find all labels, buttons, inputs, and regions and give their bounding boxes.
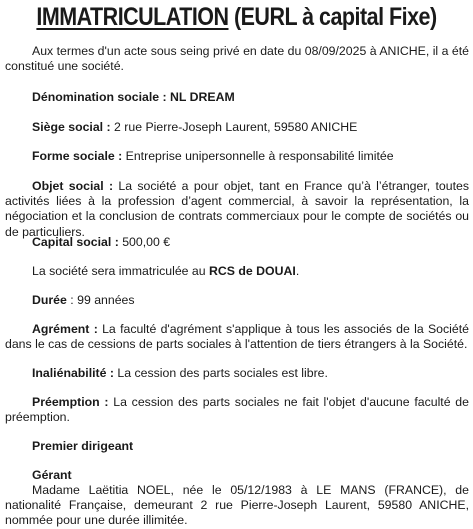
objet-value: La société a pour objet, tant en France qu’à l’étranger, toutes activités liées à la profession d’agent commercial, à savoir la représentation, la négociation et la conclusion de contrats commerciaux pour le compte de sociétés ou de particuliers. <box>5 179 470 239</box>
duree-line <box>32 293 135 308</box>
preemption-label: Préemption : <box>32 395 109 409</box>
gerant-heading: Gérant <box>32 468 72 482</box>
intro-paragraph: Aux termes d'un acte sous seing privé en date du 08/09/2025 à ANICHE, il a été constitué une société. <box>5 44 469 74</box>
preemption-paragraph <box>5 395 469 425</box>
gerant-paragraph: Madame Laëtitia NOEL, née le 05/12/1983 à LE MANS (FRANCE), de nationalité Française, demeurant 2 rue Pierre-Joseph Laurent, 59580 ANICHE, nommée pour une durée illimitée. <box>5 483 469 528</box>
rcs-prefix: La société sera immatriculée au <box>32 264 210 278</box>
inalienabilite-value: La cession des parts sociales est libre. <box>114 366 328 380</box>
agrement-paragraph <box>5 322 469 352</box>
inalienabilite-label: Inaliénabilité : <box>32 366 114 380</box>
preemption-value: La cession des parts sociales ne fait l'objet d'aucune faculté de préemption. <box>5 395 469 425</box>
title-rest: (EURL à capital Fixe) <box>228 3 437 31</box>
siege-line <box>32 120 357 135</box>
notice-title <box>33 2 440 32</box>
capital-label: Capital social : <box>32 235 119 249</box>
forme-value: Entreprise unipersonnelle à responsabilité limitée <box>122 149 394 163</box>
rcs-suffix: . <box>295 264 300 278</box>
capital-value: 500,00 € <box>118 235 171 249</box>
premier-dirigeant-heading: Premier dirigeant <box>32 439 134 453</box>
denomination-line: Dénomination sociale : NL DREAM <box>32 90 235 104</box>
siege-value: 2 rue Pierre-Joseph Laurent, 59580 ANICHE <box>110 120 358 134</box>
objet-label: Objet social : <box>32 179 114 193</box>
agrement-value: La faculté d'agrément s'applique à tous les associés de la Société dans le cas de cessions de parts sociales à l'attention de tiers étrangers à la Société. <box>5 322 469 352</box>
duree-value: : 99 années <box>66 293 135 307</box>
title-main: IMMATRICULATION <box>36 3 229 31</box>
inalienabilite-line <box>32 366 328 381</box>
forme-line <box>32 149 394 164</box>
forme-label: Forme sociale : <box>32 149 123 163</box>
capital-line <box>32 235 170 250</box>
rcs-line <box>32 264 299 279</box>
siege-label: Siège social : <box>32 120 111 134</box>
objet-paragraph <box>5 179 469 240</box>
duree-label: Durée <box>32 293 67 307</box>
agrement-label: Agrément : <box>32 322 98 336</box>
rcs-name: RCS de DOUAI <box>209 264 296 278</box>
